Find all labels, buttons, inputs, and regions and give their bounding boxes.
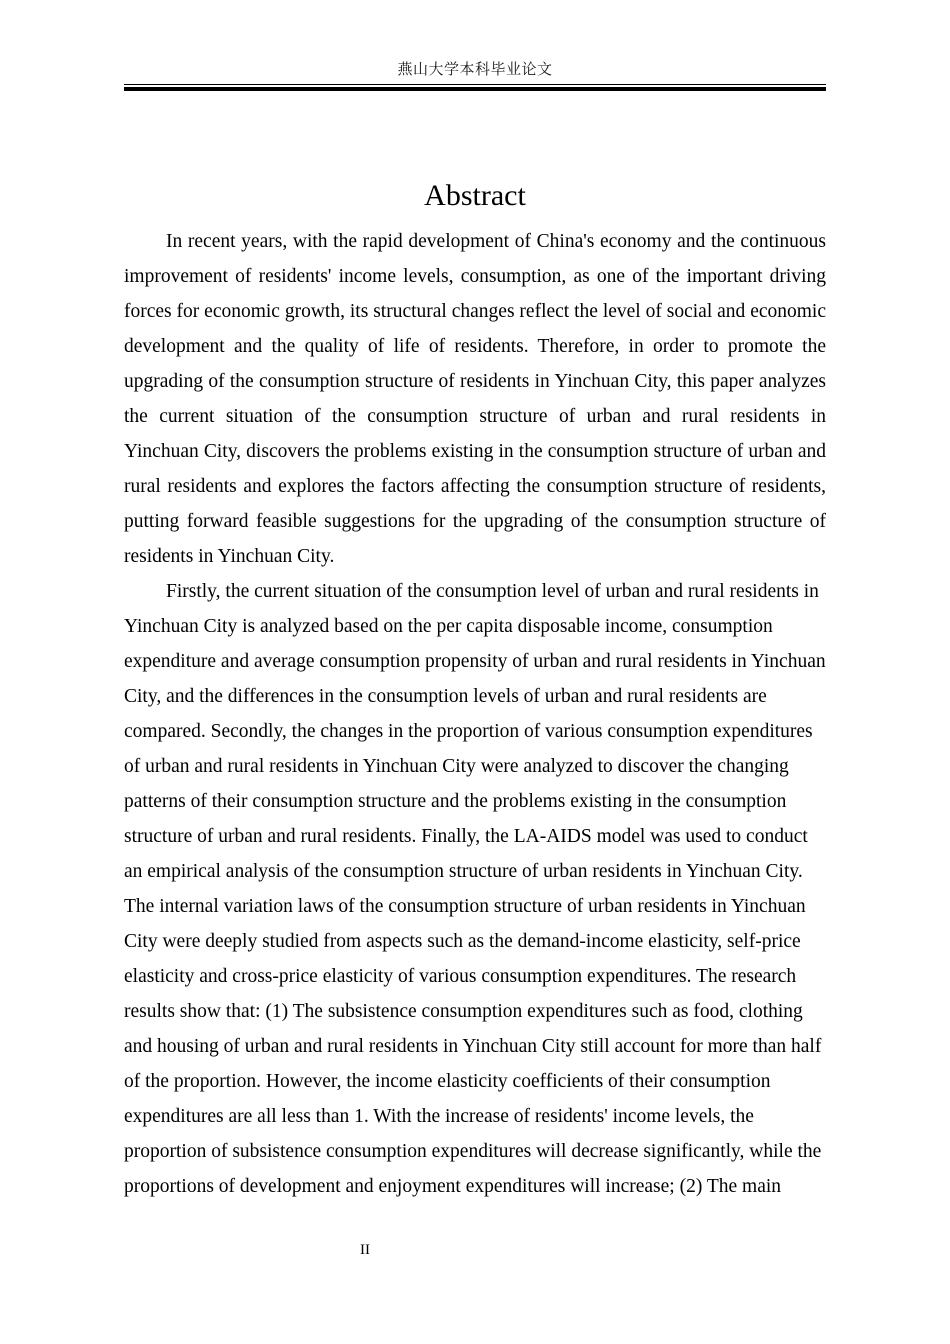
paragraph-1: In recent years, with the rapid development of China's economy and the continuous improvement of residents' income levels, consumption, as one of the important driving forces for economic growth, its structural changes reflect the level of social and economic development and the quality of life of residents. Therefore, in order to promote the upgrading of the consumption structure of residents in Yinchuan City, this paper analyzes the current situation of the consumption structure of urban and rural residents in Yinchuan City, discovers the problems existing in the consumption structure of urban and rural residents and explores the factors affecting the consumption structure of residents, putting forward feasible suggestions for the upgrading of the consumption structure of residents in Yinchuan City. bbox=[124, 231, 826, 567]
header-divider-rule bbox=[124, 84, 826, 91]
abstract-body bbox=[124, 224, 826, 1204]
page-title: Abstract bbox=[424, 179, 526, 213]
page-header bbox=[124, 58, 826, 91]
header-rule-thick-line bbox=[124, 87, 826, 91]
running-header-title: 燕山大学本科毕业论文 bbox=[397, 60, 553, 78]
page-number: II bbox=[360, 1242, 370, 1258]
paragraph-2: Firstly, the current situation of the consumption level of urban and rural residents in Yinchuan City is analyzed based on the per capita disposable income, consumption expenditure and average consumption propensity of urban and rural residents in Yinchuan City, and the differences in the consumption levels of urban and rural residents are compared. Secondly, the changes in the proportion of various consumption expenditures of urban and rural residents in Yinchuan City were analyzed to discover the changing patterns of their consumption structure and the problems existing in the consumption structure of urban and rural residents. Finally, the LA-AIDS model was used to conduct an empirical analysis of the consumption structure of urban residents in Yinchuan City. The internal variation laws of the consumption structure of urban residents in Yinchuan City were deeply studied from aspects such as the demand-income elasticity, self-price elasticity and cross-price elasticity of various consumption expenditures. The research results show that: (1) The subsistence consumption expenditures such as food, clothing and housing of urban and rural residents in Yinchuan City still account for more than half of the proportion. However, the income elasticity coefficients of their consumption expenditures are all less than 1. With the increase of residents' income levels, the proportion of subsistence consumption expenditures will decrease significantly, while the proportions of development and enjoyment expenditures will increase; (2) The main bbox=[124, 581, 826, 1197]
page-footer bbox=[124, 1240, 826, 1260]
